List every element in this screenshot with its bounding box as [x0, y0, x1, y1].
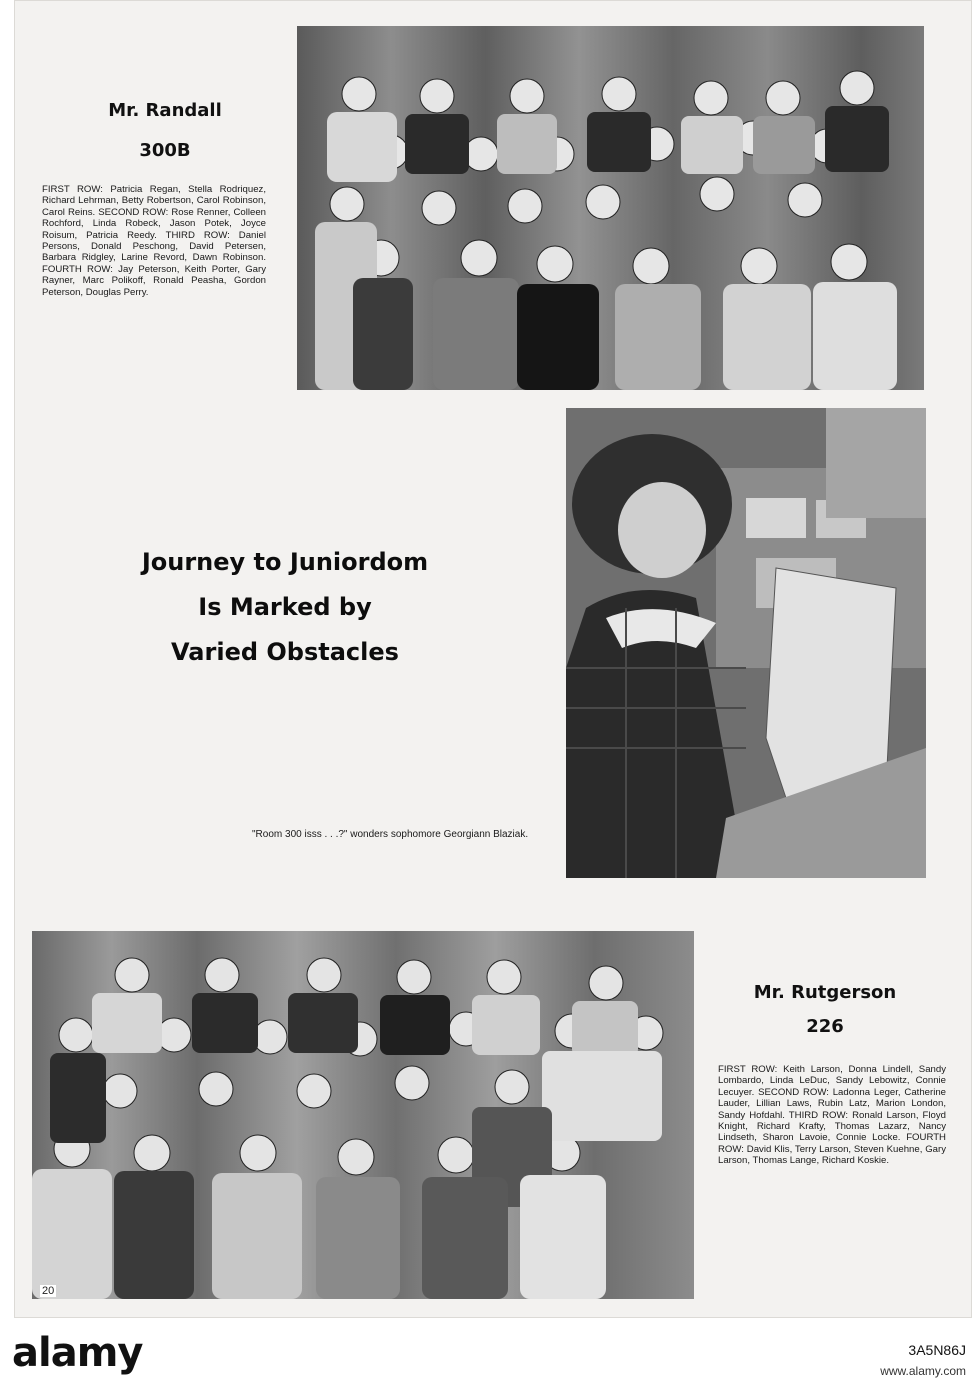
class-photo-rutgerson	[32, 931, 694, 1299]
teacher-heading-randall: Mr. Randall	[108, 100, 222, 121]
feature-title-line2: Is Marked by	[198, 593, 372, 621]
feature-photo-caption: "Room 300 isss . . .?" wonders sophomore Georgiann Blaziak.	[252, 829, 529, 840]
feature-title-line1: Journey to Juniordom	[141, 548, 429, 576]
image-id: 3A5N86J	[908, 1342, 966, 1358]
feature-photo-student-map	[566, 408, 926, 878]
watermark-bar	[0, 1318, 980, 1390]
feature-title-line3: Varied Obstacles	[171, 638, 399, 666]
class-names-rutgerson: FIRST ROW: Keith Larson, Donna Lindell, Sandy Lombardo, Linda LeDuc, Sandy Lebowitz, Connie Lecuyer. SECOND ROW: Ladonna Leger, Catherine Lauder, Lillian Laws, Rubin Latz, Marion London, Sandy Hofdahl. THIRD ROW: Ronald Larson, Floyd Knight, Richard Krafty, Thomas Lazarz, Nancy Lindseth, Sharon Lavoie, Connie Locke. FOURTH ROW: David Klis, Terry Larson, Steven Kuehne, Gary Larson, Thomas Lange, Richard Koskie.	[718, 1064, 946, 1167]
page-number: 20	[42, 1285, 55, 1297]
class-photo-randall	[297, 26, 924, 390]
watermark-url: www.alamy.com	[880, 1364, 966, 1378]
teacher-heading-rutgerson: Mr. Rutgerson	[753, 982, 897, 1003]
alamy-logo: alamy	[12, 1330, 143, 1376]
class-names-randall: FIRST ROW: Patricia Regan, Stella Rodriquez, Richard Lehrman, Betty Robertson, Carol Robinson, Carol Reins. SECOND ROW: Rose Renner, Colleen Rochford, Linda Robeck, Jason Potek, Joyce Roisum, Patricia Reedy. THIRD ROW: Daniel Persons, Donald Peschong, David Petersen, Barbara Ridgley, Larine Revord, Dawn Robinson. FOURTH ROW: Jay Peterson, Keith Porter, Gary Rayner, Marc Polikoff, Ronald Peasha, Gordon Peterson, Douglas Perry.	[42, 184, 266, 298]
room-heading-226: 226	[806, 1016, 844, 1037]
room-heading-300b: 300B	[139, 140, 191, 161]
